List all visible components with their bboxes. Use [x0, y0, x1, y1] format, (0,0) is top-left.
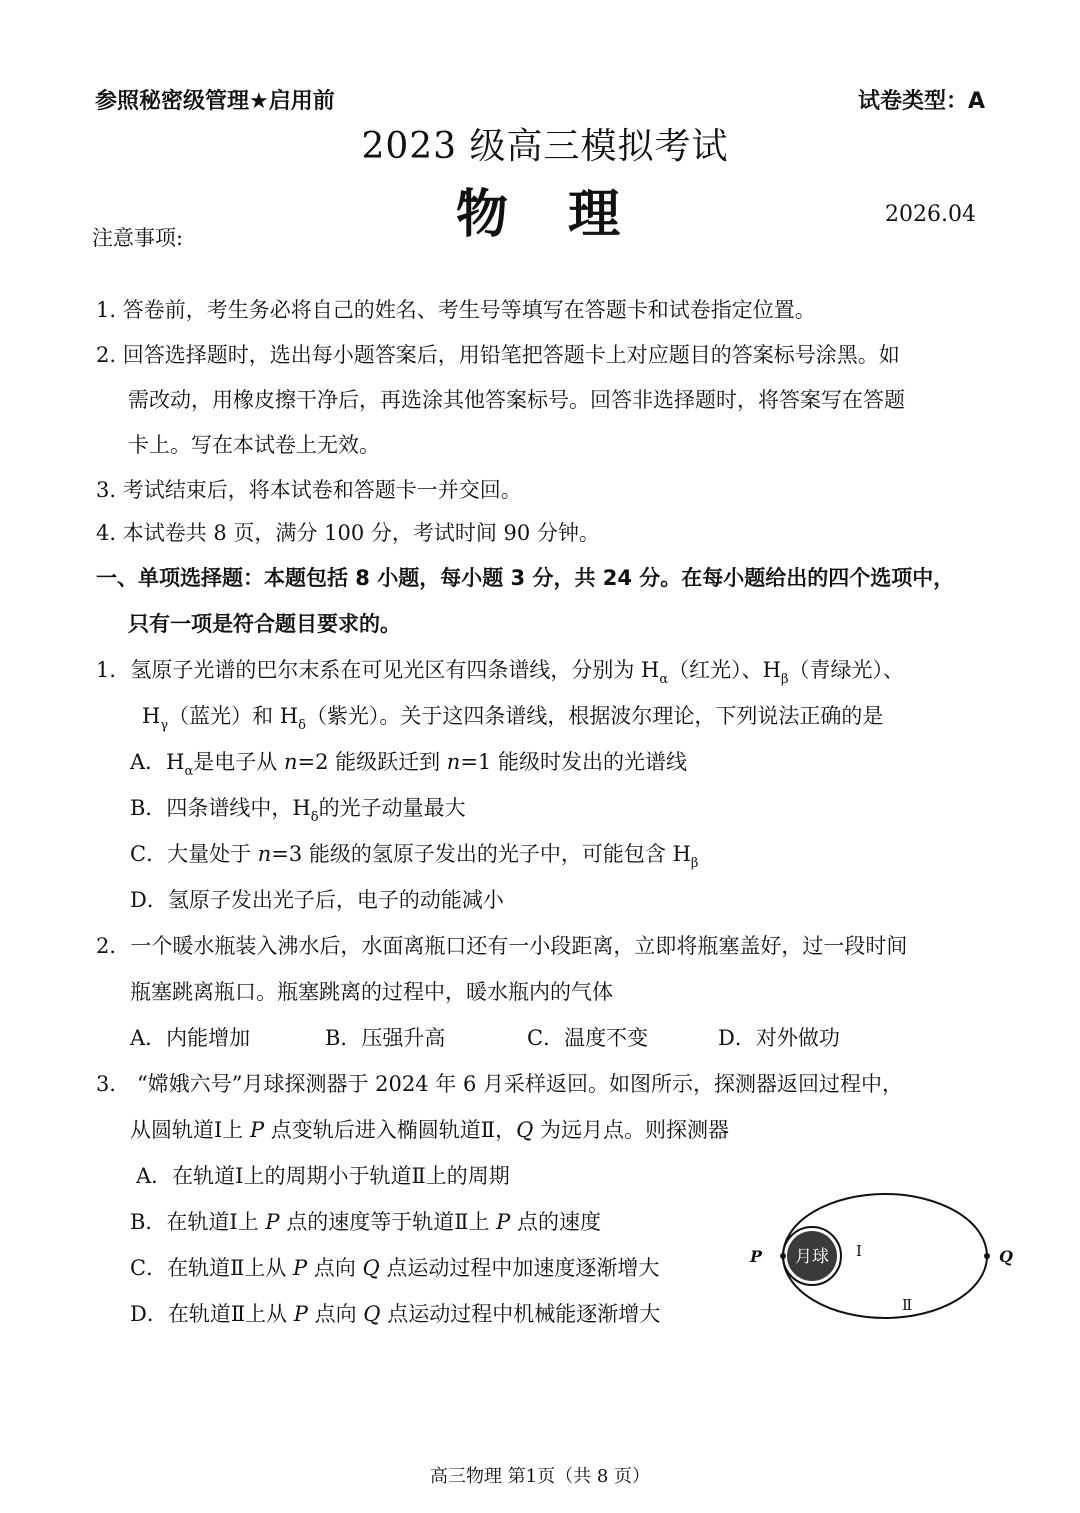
q1-option-b: B．四条谱线中，$H_\delta$的光子动量最大: [130, 796, 466, 825]
section-1-line-1: 一、单项选择题：本题包括 8 小题，每小题 3 分，共 24 分。在每小题给出的四个选项中，: [96, 566, 955, 590]
q1-option-c: C．大量处于 n=3 能级的氢原子发出的光子中，可能包含 $H_\beta$: [130, 842, 699, 871]
orbit-i-label: Ⅰ: [856, 1242, 862, 1260]
note-3: 3. 考试结束后，将本试卷和答题卡一并交回。: [96, 478, 522, 502]
confidential-label: 参照秘密级管理★启用前: [95, 89, 335, 114]
q2-stem-line-2: 瓶塞跳离瓶口。瓶塞跳离的过程中，暖水瓶内的气体: [130, 980, 613, 1004]
q3-option-d: D．在轨道Ⅱ上从 P 点向 Q 点运动过程中机械能逐渐增大: [130, 1302, 661, 1326]
note-2-line-1: 2. 回答选择题时，选出每小题答案后，用铅笔把答题卡上对应题目的答案标号涂黑。如: [96, 343, 900, 367]
q2-option-c: C．温度不变: [527, 1026, 649, 1050]
page-footer: 高三物理 第1页（共 8 页）: [429, 1466, 651, 1487]
note-2-line-3: 卡上。写在本试卷上无效。: [128, 433, 380, 457]
section-1-line-2: 只有一项是符合题目要求的。: [128, 612, 401, 636]
q1-stem-line-1: 1．氢原子光谱的巴尔末系在可见光区有四条谱线，分别为 $H_\alpha$（红光）、$H_\beta$（青绿光）、: [96, 658, 904, 687]
note-2-line-2: 需改动，用橡皮擦干净后，再选涂其他答案标号。回答非选择题时，将答案写在答题: [128, 388, 905, 412]
point-p-label: P: [750, 1247, 763, 1266]
q2-option-d: D．对外做功: [718, 1026, 840, 1050]
note-1: 1. 答卷前，考生务必将自己的姓名、考生号等填写在答题卡和试卷指定位置。: [96, 298, 816, 322]
q3-stem-line-1: 3． “嫦娥六号”月球探测器于 2024 年 6 月采样返回。如图所示，探测器返回过程中，: [96, 1072, 904, 1096]
exam-date: 2026.04: [885, 202, 976, 227]
q3-stem-line-2: 从圆轨道Ⅰ上 P 点变轨后进入椭圆轨道Ⅱ，Q 为远月点。则探测器: [130, 1118, 729, 1142]
q2-stem-line-1: 2．一个暖水瓶装入沸水后，水面离瓶口还有一小段距离，立即将瓶塞盖好，过一段时间: [96, 934, 908, 958]
exam-title: 2023 级高三模拟考试: [361, 126, 729, 167]
note-4: 4. 本试卷共 8 页，满分 100 分，考试时间 90 分钟。: [96, 521, 600, 545]
moon-label: 月球: [795, 1247, 829, 1267]
q1-option-d: D．氢原子发出光子后，电子的动能减小: [130, 888, 504, 912]
point-q-label: Q: [999, 1247, 1013, 1266]
notes-heading: 注意事项:: [92, 226, 184, 250]
q2-option-b: B．压强升高: [325, 1026, 446, 1050]
orbit-ii-label: Ⅱ: [902, 1296, 913, 1314]
subject-title: 物理: [456, 185, 681, 245]
paper-type-label: 试卷类型：A: [858, 89, 986, 114]
q1-option-a: A．$H_\alpha$是电子从 n=2 能级跃迁到 n=1 能级时发出的光谱线: [130, 750, 687, 779]
q3-option-c: C．在轨道Ⅱ上从 P 点向 Q 点运动过程中加速度逐渐增大: [130, 1256, 660, 1280]
point-p-marker: [780, 1253, 786, 1259]
orbit-diagram: [742, 1185, 1027, 1340]
q3-option-a: A．在轨道Ⅰ上的周期小于轨道Ⅱ上的周期: [136, 1164, 510, 1188]
q3-option-b: B．在轨道Ⅰ上 P 点的速度等于轨道Ⅱ上 P 点的速度: [130, 1210, 601, 1234]
q2-option-a: A．内能增加: [130, 1026, 251, 1050]
q1-stem-line-2: $H_\gamma$（蓝光）和 $H_\delta$（紫光）。关于这四条谱线，根据波尔理论，下列说法正确的是: [142, 704, 884, 733]
point-q-marker: [984, 1253, 990, 1259]
